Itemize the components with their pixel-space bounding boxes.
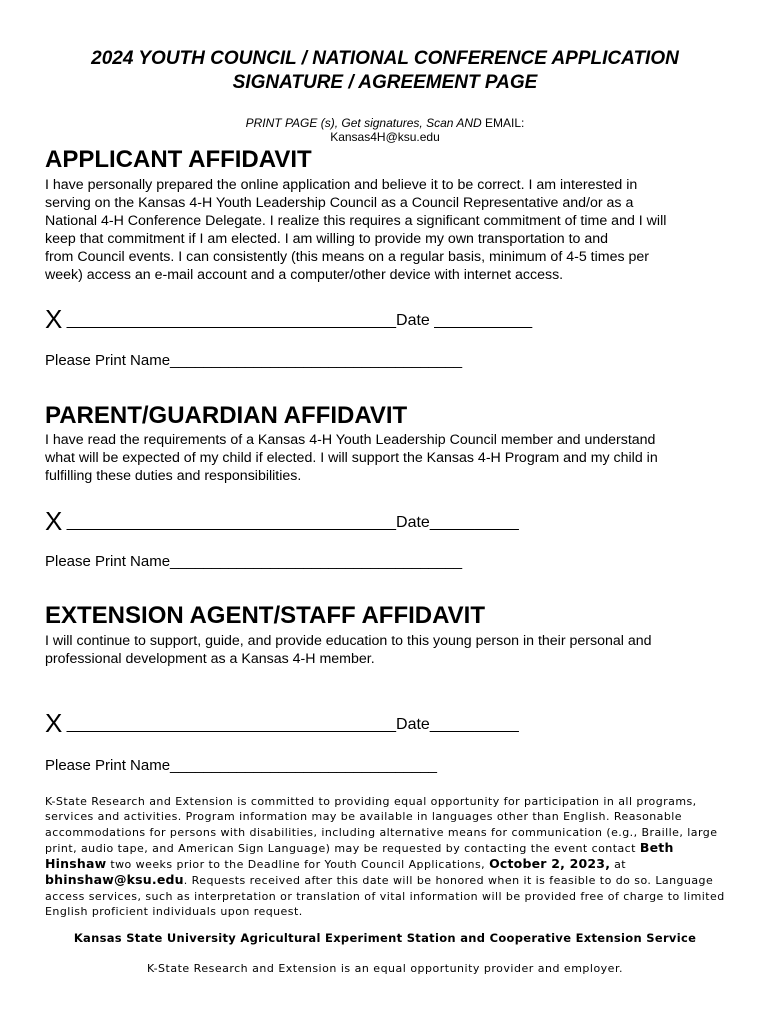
notice-text: at [610, 858, 627, 872]
signature-x-mark: X [45, 506, 63, 536]
extension-signature-field[interactable]: _____________________________________ [62, 716, 397, 733]
parent-line: fulfilling these duties and responsibilities. [45, 468, 302, 484]
parent-affidavit-heading: PARENT/GUARDIAN AFFIDAVIT [45, 402, 408, 429]
extension-date-field[interactable]: Date__________ [396, 716, 519, 733]
title-line-1: 2024 YOUTH COUNCIL / NATIONAL CONFERENCE APPLICATION [91, 48, 679, 69]
equal-opportunity-notice [45, 794, 735, 919]
extension-affidavit-heading: EXTENSION AGENT/STAFF AFFIDAVIT [45, 602, 485, 629]
signature-x-mark: X [45, 708, 63, 738]
parent-date-field[interactable]: Date__________ [396, 514, 519, 531]
signature-x-mark: X [45, 304, 63, 334]
applicant-line: week) access an e-mail account and a computer/other device with internet access. [45, 267, 564, 283]
parent-line: what will be expected of my child if elected. I will support the Kansas 4-H Program and my child in [45, 450, 658, 466]
extension-print-name-field[interactable]: Please Print Name________________________________ [45, 757, 438, 774]
applicant-print-name-field[interactable]: Please Print Name___________________________________ [45, 352, 463, 369]
extension-affidavit-text [45, 632, 735, 668]
contact-name: Beth Hinshaw [45, 839, 674, 872]
extension-signature-line[interactable] [45, 708, 519, 738]
applicant-affidavit-text [45, 176, 735, 284]
parent-signature-line[interactable] [45, 506, 519, 536]
footer-institution: Kansas State University Agricultural Experiment Station and Cooperative Extension Service [73, 931, 697, 945]
footer-equal-opportunity: K-State Research and Extension is an equal opportunity provider and employer. [147, 962, 623, 975]
contact-email: bhinshaw@ksu.edu [45, 872, 184, 888]
notice-text: two weeks prior to the Deadline for Youth Council Applications, [106, 858, 490, 872]
notice-text: . Requests received after this date will be honored when it is feasible to do so. Language access services, such as interpretation or translation of vital information will be provided free of charge to limited English proficient individuals upon request. [45, 874, 725, 919]
applicant-signature-field[interactable]: _____________________________________ [62, 312, 397, 329]
applicant-signature-line[interactable] [45, 304, 533, 334]
parent-line: I have read the requirements of a Kansas 4-H Youth Leadership Council member and understand [45, 432, 656, 448]
applicant-affidavit-heading: APPLICANT AFFIDAVIT [45, 146, 312, 173]
submission-email: Kansas4H@ksu.edu [330, 130, 440, 144]
title-line-2: SIGNATURE / AGREEMENT PAGE [232, 72, 538, 93]
applicant-line: National 4-H Conference Delegate. I realize this requires a significant commitment of time and I will [45, 213, 667, 229]
page-title [0, 47, 770, 95]
parent-affidavit-text [45, 431, 735, 485]
parent-signature-field[interactable]: _____________________________________ [62, 514, 397, 531]
extension-line: professional development as a Kansas 4-H member. [45, 651, 375, 667]
notice-text: K-State Research and Extension is committed to providing equal opportunity for participation in all programs, services and activities. Program information may be available in languages other than English. Reasonable accommodations for persons with disabilities, including alternative means for communication (e.g., Braille, large print, audio tape, and American Sign Language) may be requested by contacting the event contact [45, 795, 718, 855]
applicant-line: serving on the Kansas 4-H Youth Leadership Council as a Council Representative and/or as a [45, 195, 634, 211]
extension-line: I will continue to support, guide, and provide education to this young person in their personal and [45, 633, 652, 649]
application-deadline: October 2, 2023, [489, 856, 611, 872]
applicant-date-field[interactable]: Date ___________ [396, 312, 533, 329]
parent-print-name-field[interactable]: Please Print Name___________________________________ [45, 553, 463, 570]
applicant-line: I have personally prepared the online application and believe it to be correct. I am interested in [45, 177, 638, 193]
applicant-line: from Council events. I can consistently (this means on a regular basis, minimum of 4-5 times per [45, 249, 650, 265]
instructions [0, 116, 770, 144]
instructions-text: PRINT PAGE (s), Get signatures, Scan AND [245, 116, 482, 130]
instructions-email-label: EMAIL: [481, 116, 525, 130]
applicant-line: keep that commitment if I am elected. I am willing to provide my own transportation to and [45, 231, 609, 247]
